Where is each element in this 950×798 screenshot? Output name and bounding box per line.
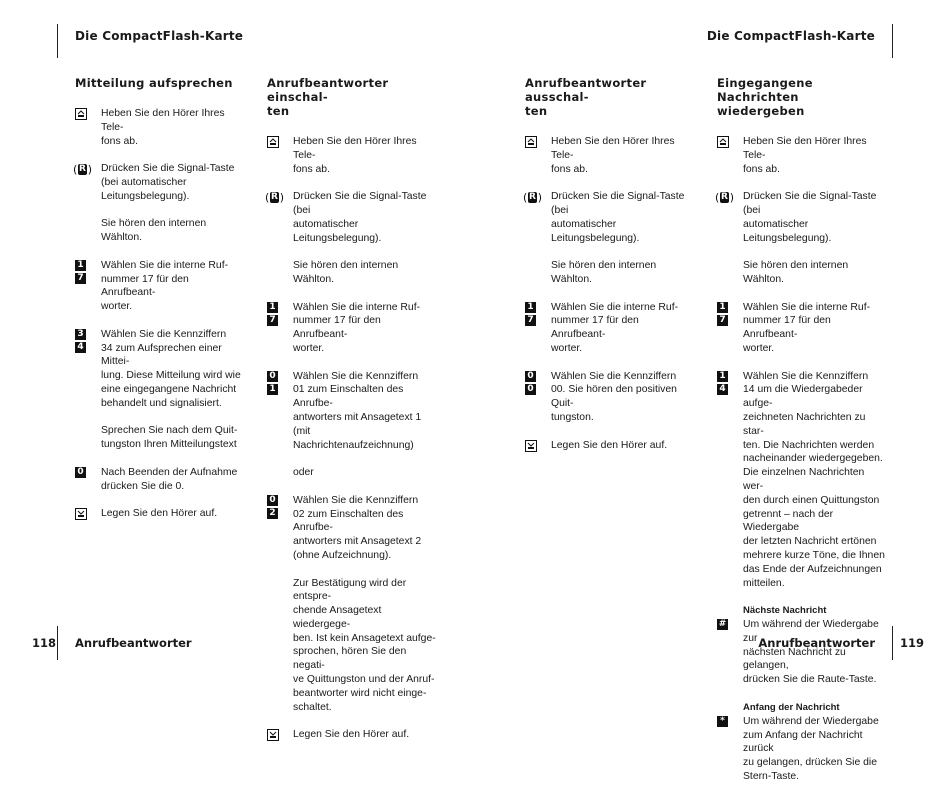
signal-key-icon: ( R ) xyxy=(265,190,284,204)
step-lift-handset xyxy=(525,135,695,176)
left-bottom-rule xyxy=(57,626,58,660)
step-text: Um während der Wiedergabe zum Anfang der Nachricht zurück zu gelangen, drücken Sie die Stern-Taste. xyxy=(743,715,879,783)
key-icon: 1 xyxy=(717,371,728,382)
step-dial-02 xyxy=(267,494,437,563)
handset-lift-icon xyxy=(75,108,87,120)
step-message-start xyxy=(717,715,887,784)
step-dial-17 xyxy=(75,259,245,314)
step-note xyxy=(717,259,887,287)
section-title: Mitteilung aufsprechen xyxy=(75,76,233,90)
left-page-number: 118 xyxy=(32,636,57,650)
left-footer-label: Anrufbeantworter xyxy=(75,636,192,650)
step-lift-handset xyxy=(75,107,245,148)
right-top-rule xyxy=(892,24,893,58)
handset-down-icon xyxy=(267,729,279,741)
step-text: Legen Sie den Hörer auf. xyxy=(551,439,668,451)
step-dial-17 xyxy=(267,301,437,356)
step-text: Legen Sie den Hörer auf. xyxy=(293,729,410,741)
step-note xyxy=(525,259,695,287)
signal-key-icon: ( R ) xyxy=(715,190,734,204)
step-text: Drücken Sie die Signal-Taste (bei automatischer Leitungsbelegung). xyxy=(293,191,427,244)
step-text: Sie hören den internen Wählton. xyxy=(293,260,399,285)
star-key-icon: * xyxy=(717,716,728,727)
step-text: Sie hören den internen Wählton. xyxy=(551,260,657,285)
right-page-number: 119 xyxy=(900,636,925,650)
step-text: Nach Beenden der Aufnahme drücken Sie die 0. xyxy=(101,466,238,492)
step-hang-up xyxy=(525,439,695,453)
key-icon: 0 xyxy=(525,384,536,395)
left-page-header: Die CompactFlash-Karte xyxy=(75,29,244,43)
step-text: Heben Sie den Hörer Ihres Tele- fons ab. xyxy=(743,136,867,175)
handset-down-icon xyxy=(75,508,87,520)
step-dial-00 xyxy=(525,370,695,425)
step-text: Wählen Sie die Kennziffern 34 zum Aufsprechen einer Mittei- lung. Diese Mitteilung wird wie eine eingegangene Nachricht behandelt und signalisiert. xyxy=(101,328,241,409)
column-ausschalten xyxy=(525,76,695,466)
key-icon: 1 xyxy=(267,384,278,395)
step-text: Wählen Sie die Kennziffern 14 um die Wiedergabeder aufge- zeichneten Nachrichten zu star- ten. Die Nachrichten werden nacheinander wiedergegeben. Die einzelnen Nachrichten wer- den durch einen Quittungston getrennt – nach der Wiedergabe der letzten Nachricht ertönen mehrere kurze Töne, die Ihnen das Ende der Aufzeichnungen mitteilen. xyxy=(743,370,885,589)
section-title: Eingegangene Nachrichten wiedergeben xyxy=(717,76,813,118)
step-text: Zur Bestätigung wird der entspre- chende Ansagetext wiedergege- ben. Ist kein Ansagetext aufge- sprochen, hören Sie den negati- ve Quittungston und der Anruf- beantworter wird nicht einge- schaltet. xyxy=(293,577,436,713)
step-text: Wählen Sie die interne Ruf- nummer 17 für den Anrufbeant- worter. xyxy=(551,301,679,354)
key-icon: 0 xyxy=(75,467,86,478)
step-speak xyxy=(75,424,245,452)
key-icon: 7 xyxy=(717,315,728,326)
right-page-header: Die CompactFlash-Karte xyxy=(706,29,875,43)
right-footer-label: Anrufbeantworter xyxy=(758,636,875,650)
step-text: oder xyxy=(293,467,314,479)
step-text: Wählen Sie die Kennziffern 00. Sie hören den positiven Quit- tungston. xyxy=(551,370,677,423)
step-note xyxy=(75,217,245,245)
key-icon: 7 xyxy=(267,315,278,326)
step-text: Sprechen Sie nach dem Quit- tungston Ihren Mitteilungstext xyxy=(101,425,238,451)
key-icon: 3 xyxy=(75,329,86,340)
key-icon: 1 xyxy=(525,302,536,313)
key-icon: 4 xyxy=(717,384,728,395)
step-text: Wählen Sie die Kennziffern 02 zum Einschalten des Anrufbe- antworters mit Ansagetext 2 (ohne Aufzeichnung). xyxy=(293,494,422,561)
step-next-message xyxy=(717,618,887,687)
step-signal-key xyxy=(717,190,887,245)
key-icon: 4 xyxy=(75,342,86,353)
step-text: Drücken Sie die Signal-Taste (bei automatischer Leitungsbelegung). xyxy=(101,163,235,202)
step-lift-handset xyxy=(717,135,887,176)
handset-lift-icon xyxy=(267,136,279,148)
column-wiedergeben xyxy=(717,76,887,798)
step-hang-up xyxy=(267,728,437,742)
key-icon: 7 xyxy=(75,273,86,284)
step-text: Um während der Wiedergabe zur nächsten Nachricht zu gelangen, drücken Sie die Raute-Taste. xyxy=(743,619,879,686)
step-signal-key xyxy=(75,162,245,203)
hash-key-icon: # xyxy=(718,619,727,630)
handset-down-icon xyxy=(525,440,537,452)
handset-lift-icon xyxy=(717,136,729,148)
left-top-rule xyxy=(57,24,58,58)
step-lift-handset xyxy=(267,135,437,176)
column-einschalten xyxy=(267,76,437,756)
section-title: Anrufbeantworter einschal- ten xyxy=(267,76,389,118)
step-text: Heben Sie den Hörer Ihres Tele- fons ab. xyxy=(551,136,675,175)
key-icon: 0 xyxy=(267,495,278,506)
step-dial-14 xyxy=(717,370,887,591)
step-dial-17 xyxy=(525,301,695,356)
key-icon: 1 xyxy=(267,302,278,313)
step-text: Wählen Sie die interne Ruf- nummer 17 für den Anrufbeant- worter. xyxy=(101,259,229,313)
step-text: Wählen Sie die interne Ruf- nummer 17 für den Anrufbeant- worter. xyxy=(293,301,421,354)
subheading-message-start: Anfang der Nachricht xyxy=(743,701,840,713)
step-text: Sie hören den internen Wählton. xyxy=(101,218,207,244)
step-text: Legen Sie den Hörer auf. xyxy=(101,508,218,520)
step-text: Drücken Sie die Signal-Taste (bei automatischer Leitungsbelegung). xyxy=(551,191,685,244)
step-note xyxy=(267,259,437,287)
handset-lift-icon xyxy=(525,136,537,148)
step-hang-up xyxy=(75,507,245,521)
signal-key-icon: ( R ) xyxy=(73,162,92,176)
step-signal-key xyxy=(267,190,437,245)
step-text: Wählen Sie die Kennziffern 01 zum Einschalten des Anrufbe- antworters mit Ansagetext 1 (mit Nachrichtenaufzeichnung) xyxy=(293,370,422,451)
step-signal-key xyxy=(525,190,695,245)
step-dial-17 xyxy=(717,301,887,356)
step-text: Heben Sie den Hörer Ihres Tele- fons ab. xyxy=(293,136,417,175)
step-text: Sie hören den internen Wählton. xyxy=(743,260,849,285)
subheading-next-message: Nächste Nachricht xyxy=(743,605,827,617)
step-text: Heben Sie den Hörer Ihres Tele- fons ab. xyxy=(101,108,225,147)
column-mitteilung xyxy=(75,76,245,535)
signal-key-icon: ( R ) xyxy=(523,190,542,204)
step-or xyxy=(267,466,437,480)
key-icon: 1 xyxy=(717,302,728,313)
right-bottom-rule xyxy=(892,626,893,660)
step-text: Wählen Sie die interne Ruf- nummer 17 für den Anrufbeant- worter. xyxy=(743,301,871,354)
section-title: Anrufbeantworter ausschal- ten xyxy=(525,76,647,118)
step-dial-34 xyxy=(75,328,245,411)
key-icon: 7 xyxy=(525,315,536,326)
key-icon: 2 xyxy=(267,508,278,519)
step-confirmation xyxy=(267,577,437,715)
key-icon: 1 xyxy=(75,260,86,271)
step-press-0 xyxy=(75,466,245,494)
step-dial-01 xyxy=(267,370,437,453)
key-icon: 0 xyxy=(267,371,278,382)
key-icon: 0 xyxy=(525,371,536,382)
step-text: Drücken Sie die Signal-Taste (bei automatischer Leitungsbelegung). xyxy=(743,191,877,244)
